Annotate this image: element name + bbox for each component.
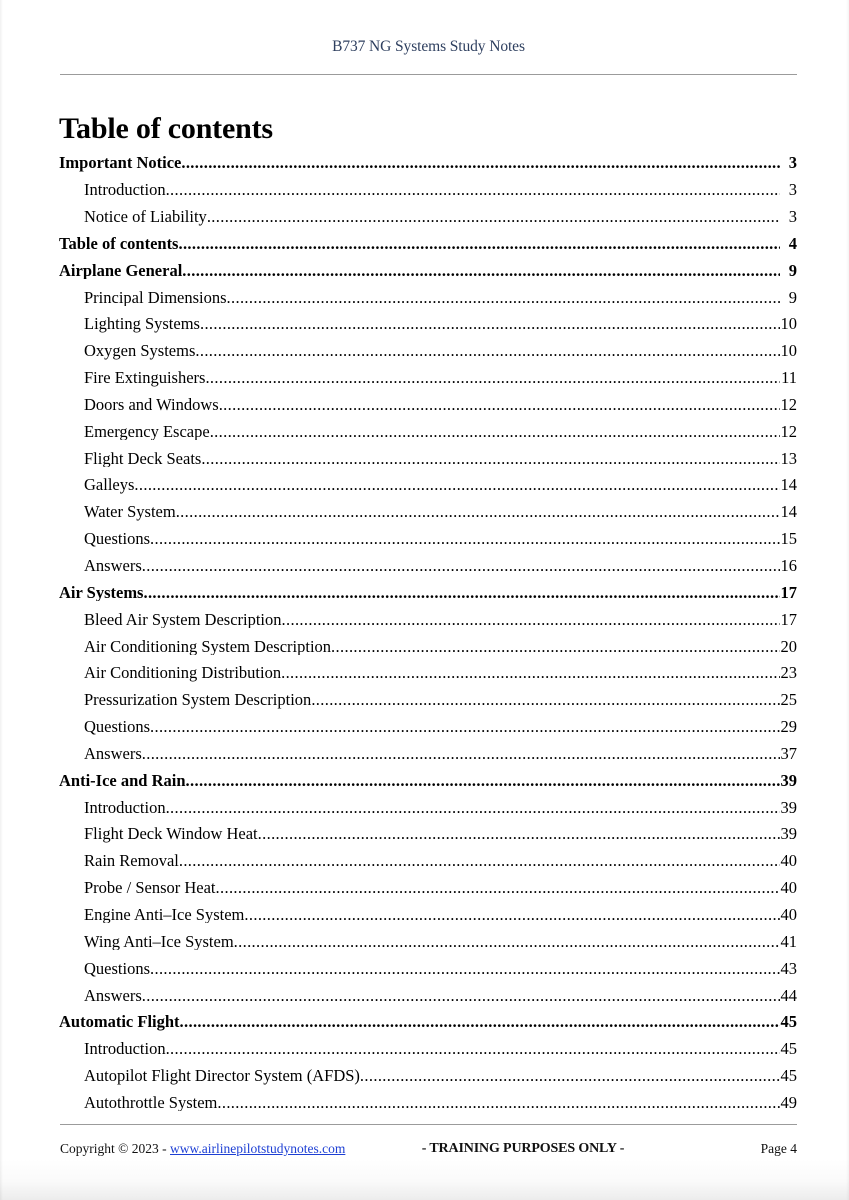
toc-dot-leader xyxy=(331,639,780,656)
footer-page-number: Page 4 xyxy=(760,1141,797,1156)
toc-entry-page-number: 40 xyxy=(780,851,797,870)
toc-dot-leader xyxy=(142,558,780,575)
toc-entry-label: Emergency Escape xyxy=(84,421,210,441)
toc-entry[interactable] xyxy=(59,1058,797,1085)
toc-entry-page-number: 13 xyxy=(780,448,797,468)
training-notice-text: - TRAINING PURPOSES ONLY - xyxy=(421,1141,625,1156)
toc-dot-leader xyxy=(150,961,780,978)
toc-entry-page-number: 44 xyxy=(780,985,797,1004)
toc-dot-leader xyxy=(180,1014,780,1031)
toc-entry-page-number: 29 xyxy=(780,717,797,736)
toc-entry-label: Lighting Systems xyxy=(84,314,200,333)
toc-entry[interactable] xyxy=(59,923,797,950)
toc-entry-page-number: 43 xyxy=(780,958,797,978)
toc-entry-label: Fire Extinguishers xyxy=(84,368,206,387)
toc-entry[interactable] xyxy=(59,413,797,440)
website-link[interactable]: www.airlinepilotstudynotes.com xyxy=(170,1141,346,1156)
toc-dot-leader xyxy=(195,343,780,360)
toc-dot-leader xyxy=(186,773,780,790)
page-footer xyxy=(60,1138,797,1160)
toc-dot-leader xyxy=(205,370,780,387)
toc-dot-leader xyxy=(150,719,780,736)
toc-entry-label: Introduction xyxy=(84,180,166,199)
toc-dot-leader xyxy=(181,155,780,172)
toc-entry[interactable] xyxy=(59,762,797,789)
toc-dot-leader xyxy=(281,665,780,682)
copyright-notice xyxy=(60,1141,345,1157)
table-of-contents xyxy=(59,145,797,1111)
toc-entry-label: Questions xyxy=(84,717,150,736)
toc-entry-page-number: 3 xyxy=(788,207,797,226)
toc-entry[interactable] xyxy=(59,977,797,1004)
toc-entry-label: Flight Deck Seats xyxy=(84,448,202,468)
toc-entry[interactable] xyxy=(59,360,797,387)
toc-entry-page-number: 39 xyxy=(780,797,797,817)
toc-entry[interactable] xyxy=(59,628,797,655)
toc-entry[interactable] xyxy=(59,387,797,414)
page-title: Table of contents xyxy=(59,112,273,146)
toc-dot-leader xyxy=(166,1041,780,1058)
toc-entry-page-number: 4 xyxy=(788,233,797,253)
toc-entry-page-number: 9 xyxy=(788,287,797,307)
toc-entry[interactable] xyxy=(59,226,797,253)
toc-entry[interactable] xyxy=(59,843,797,870)
running-header: B737 NG Systems Study Notes xyxy=(332,38,525,55)
toc-entry-label: Automatic Flight xyxy=(59,1012,180,1031)
toc-dot-leader xyxy=(179,853,780,870)
toc-dot-leader xyxy=(178,236,780,253)
toc-entry-page-number: 40 xyxy=(780,878,797,897)
toc-entry[interactable] xyxy=(59,870,797,897)
toc-entry[interactable] xyxy=(59,440,797,467)
toc-entry-page-number: 11 xyxy=(781,368,797,387)
toc-entry-page-number: 45 xyxy=(780,1066,797,1085)
toc-entry-label: Introduction xyxy=(84,1039,166,1058)
toc-entry-label: Autothrottle System xyxy=(84,1092,218,1112)
toc-entry[interactable] xyxy=(59,1031,797,1058)
toc-dot-leader xyxy=(311,692,780,709)
toc-entry-page-number: 25 xyxy=(780,690,797,709)
toc-entry-page-number: 40 xyxy=(780,904,797,924)
toc-entry-label: Important Notice xyxy=(59,153,182,172)
copyright-text: Copyright © 2023 - xyxy=(60,1141,171,1156)
toc-entry-page-number: 12 xyxy=(780,421,797,441)
toc-entry-page-number: 39 xyxy=(780,824,797,843)
training-notice xyxy=(345,1141,760,1157)
toc-entry-page-number: 10 xyxy=(780,341,797,360)
toc-entry[interactable] xyxy=(59,575,797,602)
toc-entry[interactable] xyxy=(59,279,797,306)
toc-entry[interactable] xyxy=(59,655,797,682)
toc-entry-page-number: 23 xyxy=(780,663,797,682)
toc-entry-label: Questions xyxy=(84,529,150,548)
toc-dot-leader xyxy=(258,826,780,843)
toc-dot-leader xyxy=(227,290,780,307)
toc-dot-leader xyxy=(166,182,780,199)
toc-entry-page-number: 41 xyxy=(780,931,797,951)
toc-entry[interactable] xyxy=(59,1085,797,1112)
toc-entry-page-number: 39 xyxy=(780,770,797,790)
toc-entry-label: Rain Removal xyxy=(84,851,179,870)
toc-entry-label: Flight Deck Window Heat xyxy=(84,824,258,843)
toc-entry[interactable] xyxy=(59,199,797,226)
toc-entry-label: Oxygen Systems xyxy=(84,341,196,360)
toc-entry-label: Answers xyxy=(84,556,142,575)
toc-entry[interactable] xyxy=(59,736,797,763)
toc-entry[interactable] xyxy=(59,548,797,575)
toc-dot-leader xyxy=(201,451,780,468)
toc-entry-label: Wing Anti–Ice System xyxy=(84,931,234,951)
toc-entry[interactable] xyxy=(59,682,797,709)
toc-dot-leader xyxy=(150,531,780,548)
toc-entry-page-number: 3 xyxy=(788,180,797,199)
toc-entry[interactable] xyxy=(59,601,797,628)
toc-entry-label: Air Conditioning System Description xyxy=(84,636,332,656)
toc-entry[interactable] xyxy=(59,172,797,199)
toc-entry[interactable] xyxy=(59,950,797,977)
toc-entry-label: Bleed Air System Description xyxy=(84,609,282,629)
toc-entry[interactable] xyxy=(59,145,797,172)
toc-dot-leader xyxy=(360,1068,780,1085)
toc-dot-leader xyxy=(200,316,780,333)
toc-entry[interactable] xyxy=(59,252,797,279)
toc-entry-page-number: 3 xyxy=(788,153,797,172)
toc-entry[interactable] xyxy=(59,333,797,360)
toc-entry-label: Probe / Sensor Heat xyxy=(84,878,216,897)
toc-entry-label: Pressurization System Description xyxy=(84,690,312,709)
toc-entry[interactable] xyxy=(59,897,797,924)
toc-entry-page-number: 14 xyxy=(780,502,797,521)
toc-dot-leader xyxy=(282,612,780,629)
toc-entry-label: Doors and Windows xyxy=(84,394,219,414)
toc-entry[interactable] xyxy=(59,494,797,521)
toc-dot-leader xyxy=(134,477,780,494)
toc-dot-leader xyxy=(234,934,780,951)
toc-entry-page-number: 49 xyxy=(780,1092,797,1112)
toc-dot-leader xyxy=(210,424,780,441)
toc-entry[interactable] xyxy=(59,789,797,816)
toc-entry-label: Air Conditioning Distribution xyxy=(84,663,282,682)
toc-entry[interactable] xyxy=(59,709,797,736)
toc-dot-leader xyxy=(219,397,780,414)
header-divider xyxy=(60,74,797,75)
toc-entry-page-number: 14 xyxy=(780,475,797,494)
toc-entry-page-number: 15 xyxy=(780,529,797,548)
toc-dot-leader xyxy=(207,209,780,226)
toc-entry-page-number: 37 xyxy=(780,743,797,763)
toc-entry-label: Engine Anti–Ice System xyxy=(84,904,245,924)
toc-entry[interactable] xyxy=(59,306,797,333)
toc-entry-label: Airplane General xyxy=(59,260,183,280)
toc-entry-label: Questions xyxy=(84,958,150,978)
toc-dot-leader xyxy=(216,880,780,897)
toc-entry-label: Notice of Liability xyxy=(84,207,207,226)
toc-dot-leader xyxy=(142,988,780,1005)
toc-entry-label: Water System xyxy=(84,502,176,521)
toc-dot-leader xyxy=(143,585,780,602)
toc-dot-leader xyxy=(176,504,780,521)
toc-entry-page-number: 12 xyxy=(780,394,797,414)
toc-entry-label: Answers xyxy=(84,985,142,1004)
toc-entry[interactable] xyxy=(59,816,797,843)
toc-entry-label: Air Systems xyxy=(59,582,144,602)
toc-dot-leader xyxy=(217,1095,780,1112)
toc-entry[interactable] xyxy=(59,467,797,494)
toc-entry-label: Principal Dimensions xyxy=(84,287,227,307)
toc-entry-label: Table of contents xyxy=(59,233,179,253)
toc-entry-page-number: 17 xyxy=(780,582,797,602)
toc-entry[interactable] xyxy=(59,1004,797,1031)
toc-dot-leader xyxy=(142,746,780,763)
toc-entry[interactable] xyxy=(59,521,797,548)
toc-entry-page-number: 9 xyxy=(788,260,797,280)
toc-entry-page-number: 20 xyxy=(780,636,797,656)
toc-entry-page-number: 45 xyxy=(780,1012,797,1031)
toc-entry-page-number: 17 xyxy=(780,609,797,629)
toc-entry-page-number: 16 xyxy=(780,556,797,575)
footer-divider xyxy=(60,1124,797,1125)
toc-entry-page-number: 45 xyxy=(780,1039,797,1058)
sheet-bottom-shading xyxy=(0,1158,849,1200)
toc-dot-leader xyxy=(244,907,780,924)
toc-entry-label: Introduction xyxy=(84,797,166,817)
toc-dot-leader xyxy=(166,800,780,817)
toc-dot-leader xyxy=(182,263,780,280)
toc-entry-label: Autopilot Flight Director System (AFDS) xyxy=(84,1066,360,1085)
toc-entry-label: Anti-Ice and Rain xyxy=(59,770,186,790)
toc-entry-label: Answers xyxy=(84,743,142,763)
toc-entry-label: Galleys xyxy=(84,475,135,494)
toc-entry-page-number: 10 xyxy=(780,314,797,333)
